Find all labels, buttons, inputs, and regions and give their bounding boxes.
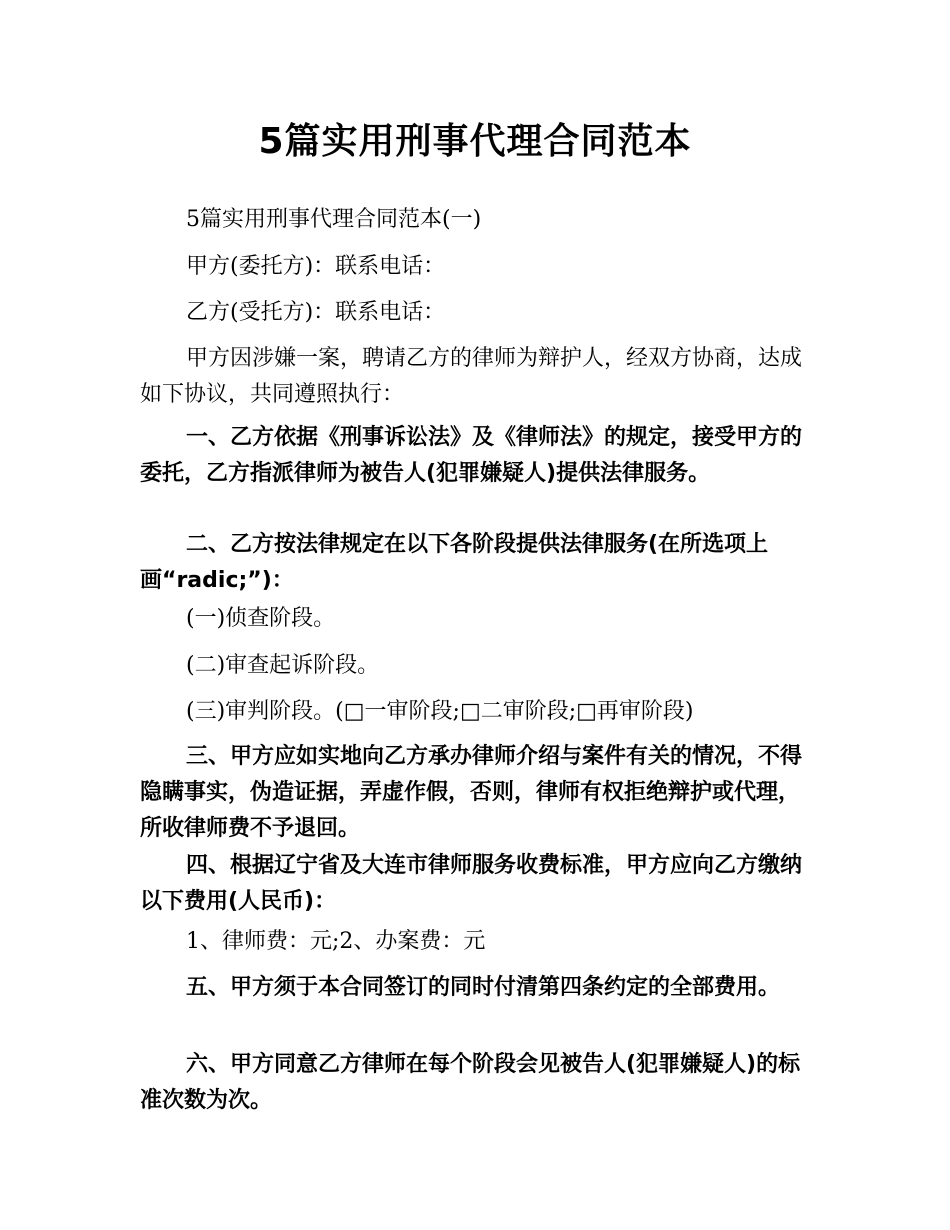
intro-paragraph: 甲方因涉嫌一案，聘请乙方的律师为辩护人，经双方协商，达成如下协议，共同遵照执行： [140, 346, 803, 407]
contract-subtitle: 5篇实用刑事代理合同范本(一) [186, 207, 482, 232]
clause-3: 三、甲方应如实地向乙方承办律师介绍与案件有关的情况，不得隐瞒事实，伪造证据，弄虚作假，否则，律师有权拒绝辩护或代理，所收律师费不予退回。 [140, 744, 803, 841]
fees-line: 1、律师费：元;2、办案费：元 [186, 929, 486, 954]
page-title: 5篇实用刑事代理合同范本 [258, 121, 692, 162]
clause-6: 六、甲方同意乙方律师在每个阶段会见被告人(犯罪嫌疑人)的标准次数为次。 [140, 1052, 801, 1113]
party-b-line: 乙方(受托方)：联系电话： [186, 300, 446, 325]
party-a-line: 甲方(委托方)：联系电话： [186, 254, 446, 279]
stage-2: (二)审查起诉阶段。 [186, 653, 380, 678]
stage-1: (一)侦查阶段。 [186, 606, 336, 631]
clause-2: 二、乙方按法律规定在以下各阶段提供法律服务(在所选项上画“radic;”)： [140, 532, 769, 593]
clause-4: 四、根据辽宁省及大连市律师服务收费标准，甲方应向乙方缴纳以下费用(人民币)： [140, 853, 803, 914]
stage-3: (三)审判阶段。(□一审阶段;□二审阶段;□再审阶段) [186, 699, 694, 724]
clause-5: 五、甲方须于本合同签订的同时付清第四条约定的全部费用。 [186, 975, 781, 1000]
clause-1: 一、乙方依据《刑事诉讼法》及《律师法》的规定，接受甲方的委托，乙方指派律师为被告人(犯罪嫌疑人)提供法律服务。 [140, 425, 803, 486]
